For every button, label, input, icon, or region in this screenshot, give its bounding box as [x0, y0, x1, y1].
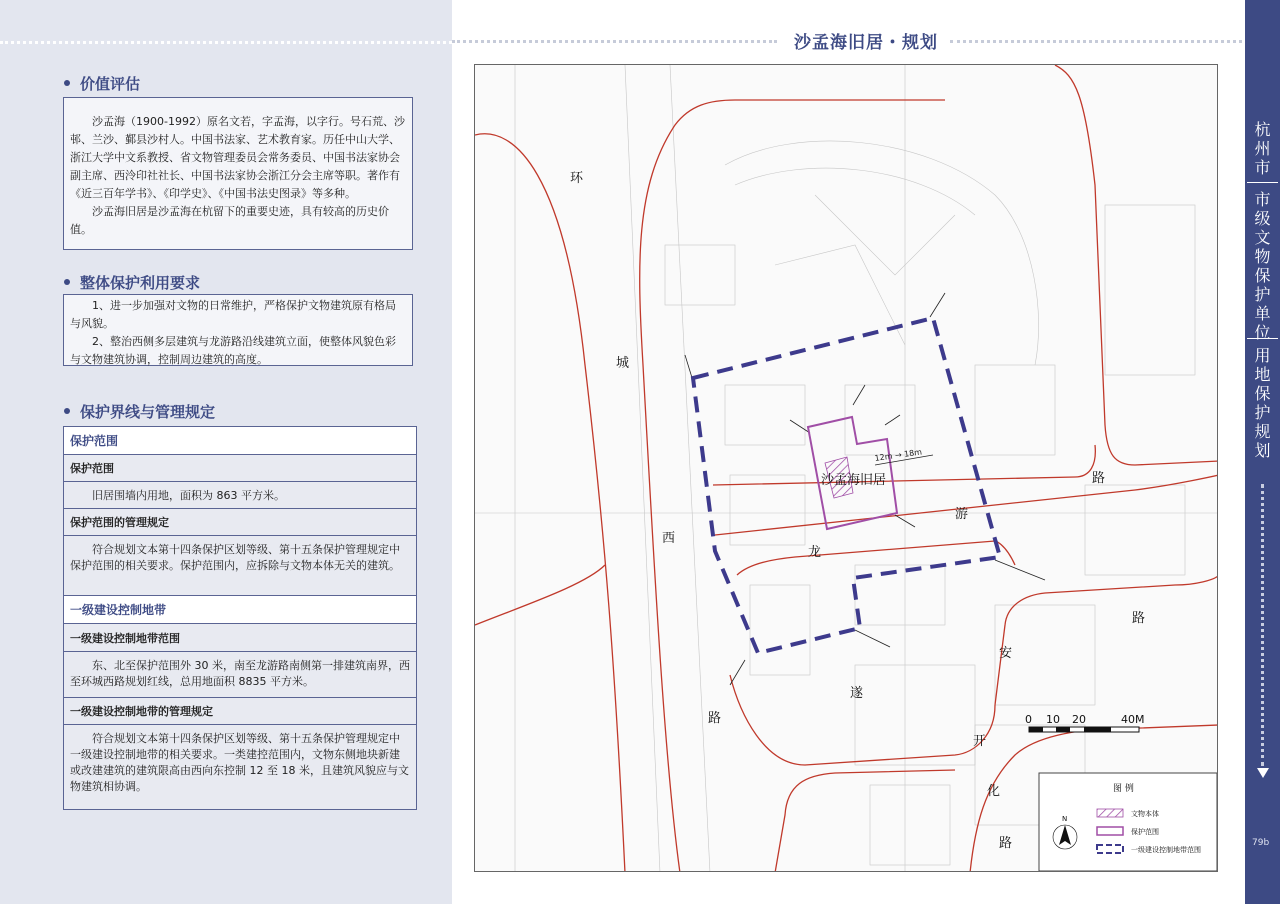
svg-text:40M: 40M [1121, 713, 1145, 726]
table-body-row: 符合规划文本第十四条保护区划等级、第十五条保护管理规定中一级建设控制地带的相关要求。一类建控范围内，文物东侧地块新建或改建建筑的建筑限高由西向东控制 12 至 18 米，且建筑风貌应与文物建筑相协调。 [64, 725, 416, 809]
sidebar-divider [1247, 338, 1278, 339]
section-title-value: 价值评估 [64, 73, 140, 94]
sidebar-divider [1247, 182, 1278, 183]
street-char: 路 [708, 711, 722, 726]
height-note: 12m → 18m [874, 447, 923, 463]
svg-text:0: 0 [1025, 713, 1032, 726]
paragraph: 2、整治西侧多层建筑与龙游路沿线建筑立面，使整体风貌色彩与文物建筑协调，控制周边建筑的高度。 [70, 335, 396, 366]
street-char: 游 [955, 507, 969, 522]
table-body-row: 东、北至保护范围外 30 米，南至龙游路南侧第一排建筑南界，西至环城西路规划红线，总用地面积 8835 平方米。 [64, 652, 416, 698]
street-char: 西 [662, 531, 676, 546]
legend [1039, 773, 1217, 871]
section-title-boundary: 保护界线与管理规定 [64, 401, 215, 422]
boundary-table [63, 426, 417, 810]
paragraph: 沙孟海旧居是沙孟海在杭留下的重要史迹，具有较高的历史价值。 [70, 205, 389, 236]
table-body-row: 旧居围墙内用地，面积为 863 平方米。 [64, 482, 416, 509]
legend-label: 保护范围 [1131, 828, 1159, 836]
site-plan-map [474, 64, 1218, 872]
protection-text-box [63, 294, 413, 366]
paragraph: 1、进一步加强对文物的日常维护，严格保护文物建筑原有格局与风貌。 [70, 299, 396, 330]
legend-label: 一级建设控制地带范围 [1131, 846, 1201, 854]
street-char: 城 [616, 356, 630, 371]
dotted-divider [0, 41, 452, 44]
site-label: 沙孟海旧居 [821, 473, 887, 488]
svg-text:10: 10 [1046, 713, 1060, 726]
table-body-row: 符合规划文本第十四条保护区划等级、第十五条保护管理规定中保护范围的相关要求。保护范围内，应拆除与文物本体无关的建筑。 [64, 536, 416, 596]
scale-bar [1025, 713, 1145, 732]
map-drawing [475, 65, 1218, 872]
bullet-icon [64, 408, 70, 414]
table-heading-row: 保护范围 [64, 455, 416, 482]
bullet-icon [64, 279, 70, 285]
legend-swatch-hatch [1097, 809, 1123, 817]
street-char: 开 [973, 734, 987, 749]
leader-lines [685, 293, 1045, 685]
value-text-box [63, 97, 413, 250]
sidebar-tab-city: 杭州市 [1254, 120, 1271, 177]
street-char: 安 [999, 646, 1013, 661]
dotted-divider [452, 40, 777, 43]
street-char: 环 [570, 171, 584, 186]
street-char: 龙 [808, 545, 822, 560]
bullet-icon [64, 80, 70, 86]
paragraph: 沙孟海（1900-1992）原名文若，字孟海，以字行。号石荒、沙邨、兰沙、鄞县沙村人。中国书法家、艺术教育家。历任中山大学、浙江大学中文系教授、省文物管理委员会常务委员、中国书法家协会副主席、西泠印社社长、中国书法家协会浙江分会主席等职。著作有《近三百年学书》、《印学史》、《中国书法史图录》等多种。 [70, 115, 405, 200]
right-sidebar [1245, 0, 1280, 904]
dotted-divider [950, 40, 1242, 43]
street-char: 路 [999, 836, 1013, 851]
down-arrow-icon [1257, 768, 1269, 778]
table-heading-row: 一级建设控制地带范围 [64, 624, 416, 652]
sidebar-tab-planning: 用地保护规划 [1254, 346, 1271, 460]
street-labels [570, 171, 1145, 851]
table-heading-row: 保护范围的管理规定 [64, 509, 416, 536]
sidebar-dotted-line [1261, 484, 1264, 766]
section-title-protection: 整体保护利用要求 [64, 272, 200, 293]
page-title: 沙孟海旧居・规划 [794, 33, 938, 53]
table-category-row: 一级建设控制地带 [64, 596, 416, 624]
street-char: 化 [987, 784, 1001, 799]
legend-title: 图 例 [1113, 784, 1134, 794]
street-char: 路 [1132, 611, 1146, 626]
table-heading-row: 一级建设控制地带的管理规定 [64, 698, 416, 725]
page-number: 79b [1252, 838, 1270, 848]
street-char: 遂 [850, 686, 864, 701]
legend-label: 文物本体 [1131, 810, 1159, 818]
street-char: 路 [1092, 471, 1106, 486]
sidebar-tab-level: 市级文物保护单位 [1254, 190, 1271, 342]
table-category-row: 保护范围 [64, 427, 416, 455]
svg-text:N: N [1062, 815, 1068, 823]
svg-text:20: 20 [1072, 713, 1086, 726]
